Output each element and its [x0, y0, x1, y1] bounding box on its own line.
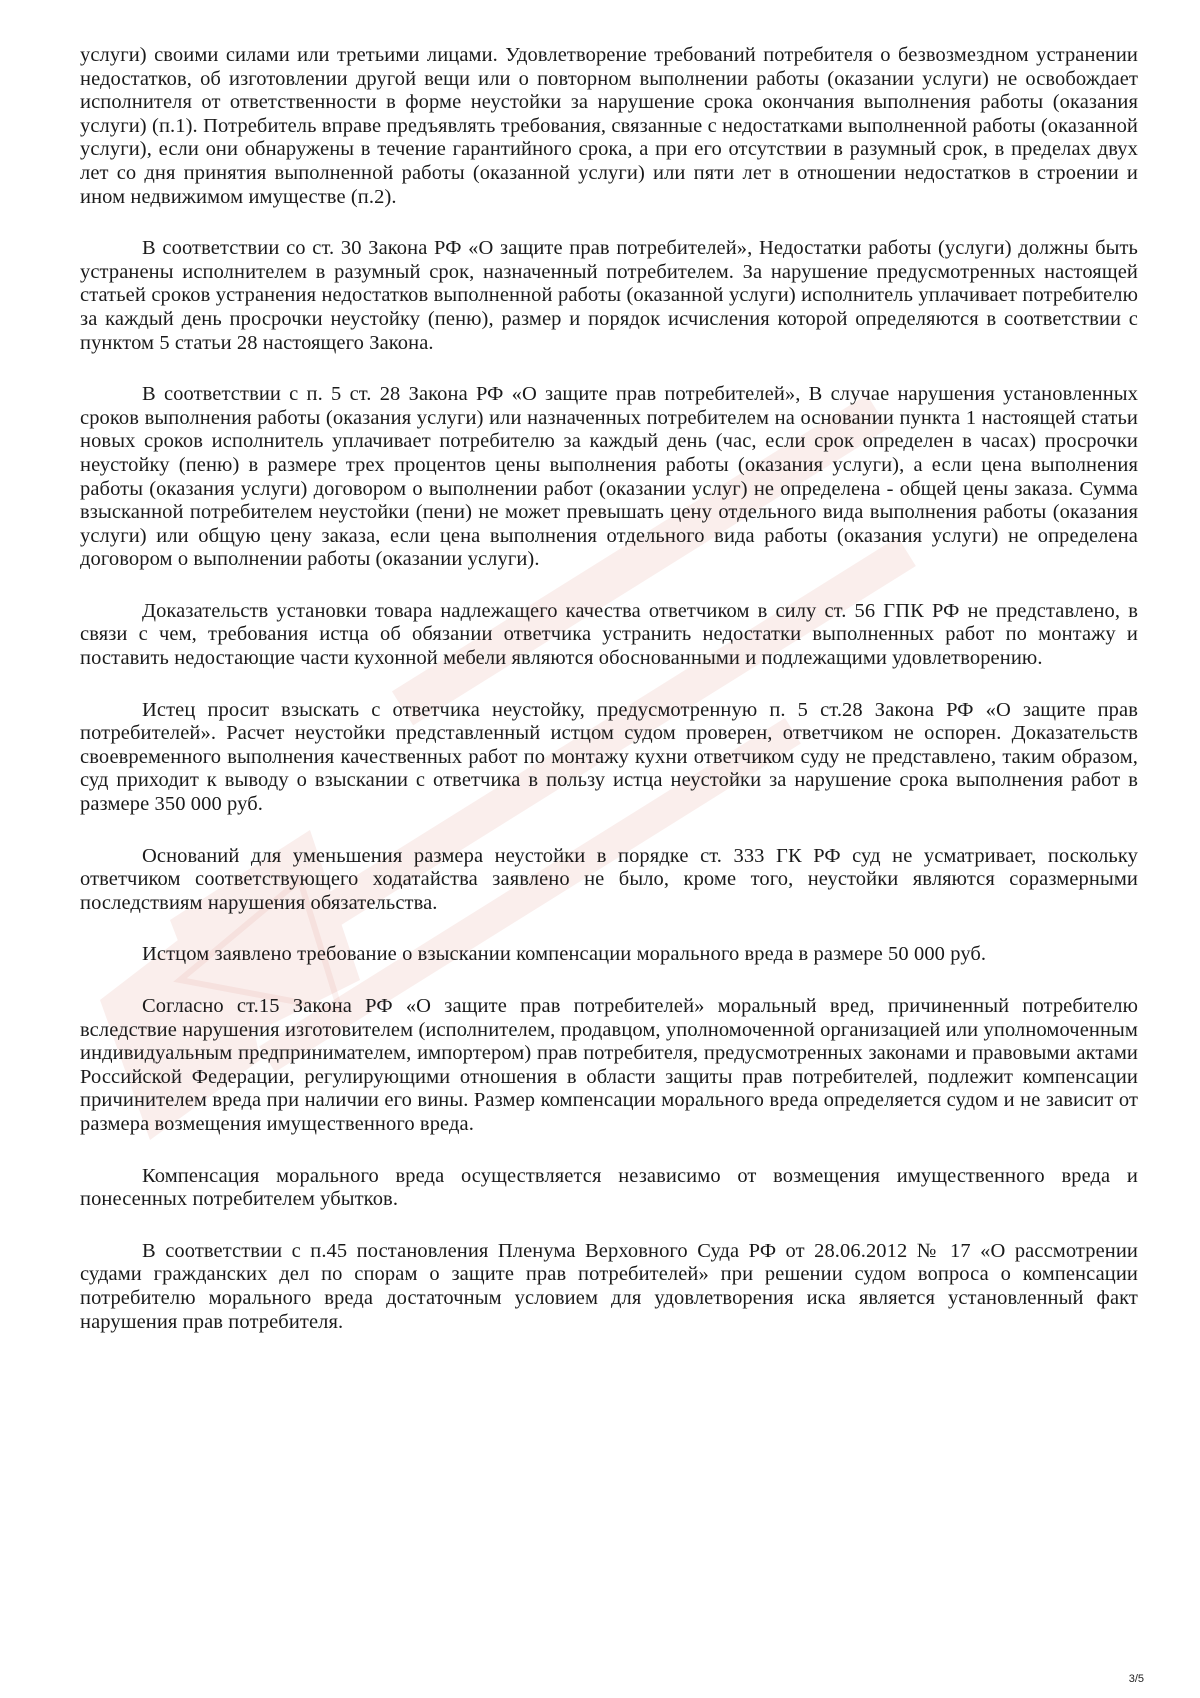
- paragraph-8: Согласно ст.15 Закона РФ «О защите прав потребителей» моральный вред, причиненный потребителю вследствие нарушения изготовителем (исполнителем, продавцом, уполномоченной организацией или уполномоченным индивидуальным предпринимателем, импортером) прав потребителя, предусмотренных законами и правовыми актами Российской Федерации, регулирующими отношения в области защиты прав потребителей, подлежит компенсации причинителем вреда при наличии его вины. Размер компенсации морального вреда определяется судом и не зависит от размера возмещения имущественного вреда.: [80, 995, 1138, 1135]
- paragraph-5: Истец просит взыскать с ответчика неустойку, предусмотренную п. 5 ст.28 Закона РФ «О защите прав потребителей». Расчет неустойки представленный истцом судом проверен, ответчиком не оспорен. Доказательств своевременного выполнения качественных работ по монтажу кухни ответчиком суду не представлено, таким образом, суд приходит к выводу о взыскании с ответчика в пользу истца неустойки за нарушение срока выполнения работ в размере 350 000 руб.: [80, 698, 1138, 816]
- page-number: 3/5: [1128, 1673, 1144, 1685]
- document-page: [80, 44, 1138, 1362]
- paragraph-2: В соответствии со ст. 30 Закона РФ «О защите прав потребителей», Недостатки работы (услуги) должны быть устранены исполнителем в разумный срок, назначенный потребителем. За нарушение предусмотренных настоящей статьей сроков устранения недостатков выполненной работы (оказанной услуги) исполнитель уплачивает потребителю за каждый день просрочки неустойку (пеню), размер и порядок исчисления которой определяются в соответствии с пунктом 5 статьи 28 настоящего Закона.: [80, 237, 1138, 354]
- paragraph-3: В соответствии с п. 5 ст. 28 Закона РФ «О защите прав потребителей», В случае нарушения установленных сроков выполнения работы (оказания услуги) или назначенных потребителем на основании пункта 1 настоящей статьи новых сроков исполнитель уплачивает потребителю за каждый день (час, если срок определен в часах) просрочки неустойку (пеню) в размере трех процентов цены выполнения работы (оказания услуги), а если цена выполнения работы (оказания услуги) договором о выполнении работ (оказании услуг) не определена - общей цены заказа. Сумма взысканной потребителем неустойки (пени) не может превышать цену отдельного вида выполнения работы (оказания услуги) или общую цену заказа, если цена выполнения отдельного вида работы (оказания услуги) не определена договором о выполнении работы (оказании услуги).: [80, 383, 1138, 571]
- paragraph-10: В соответствии с п.45 постановления Пленума Верховного Суда РФ от 28.06.2012 № 17 «О рассмотрении судами гражданских дел по спорам о защите прав потребителей» при решении судом вопроса о компенсации потребителю морального вреда достаточным условием для удовлетворения иска является установленный факт нарушения прав потребителя.: [80, 1239, 1138, 1333]
- paragraph-7: Истцом заявлено требование о взыскании компенсации морального вреда в размере 50 000 руб.: [142, 943, 987, 966]
- paragraph-6: Оснований для уменьшения размера неустойки в порядке ст. 333 ГК РФ суд не усматривает, поскольку ответчиком соответствующего ходатайства заявлено не было, кроме того, неустойки являются соразмерными последствиям нарушения обязательства.: [80, 844, 1138, 914]
- paragraph-1: услуги) своими силами или третьими лицами. Удовлетворение требований потребителя о безвозмездном устранении недостатков, об изготовлении другой вещи или о повторном выполнении работы (оказании услуги) не освобождает исполнителя от ответственности в форме неустойки за нарушение срока окончания выполнения работы (оказания услуги) (п.1). Потребитель вправе предъявлять требования, связанные с недостатками выполненной работы (оказанной услуги), если они обнаружены в течение гарантийного срока, а при его отсутствии в разумный срок, в пределах двух лет со дня принятия выполненной работы (оказанной услуги) или пяти лет в отношении недостатков в строении и ином недвижимом имуществе (п.2).: [80, 44, 1138, 208]
- paragraph-4: Доказательств установки товара надлежащего качества ответчиком в силу ст. 56 ГПК РФ не представлено, в связи с чем, требования истца об обязании ответчика устранить недостатки выполненных работ по монтажу и поставить недостающие части кухонной мебели являются обоснованными и подлежащими удовлетворению.: [80, 599, 1138, 670]
- paragraph-9: Компенсация морального вреда осуществляется независимо от возмещения имущественного вреда и понесенных потребителем убытков.: [80, 1164, 1138, 1211]
